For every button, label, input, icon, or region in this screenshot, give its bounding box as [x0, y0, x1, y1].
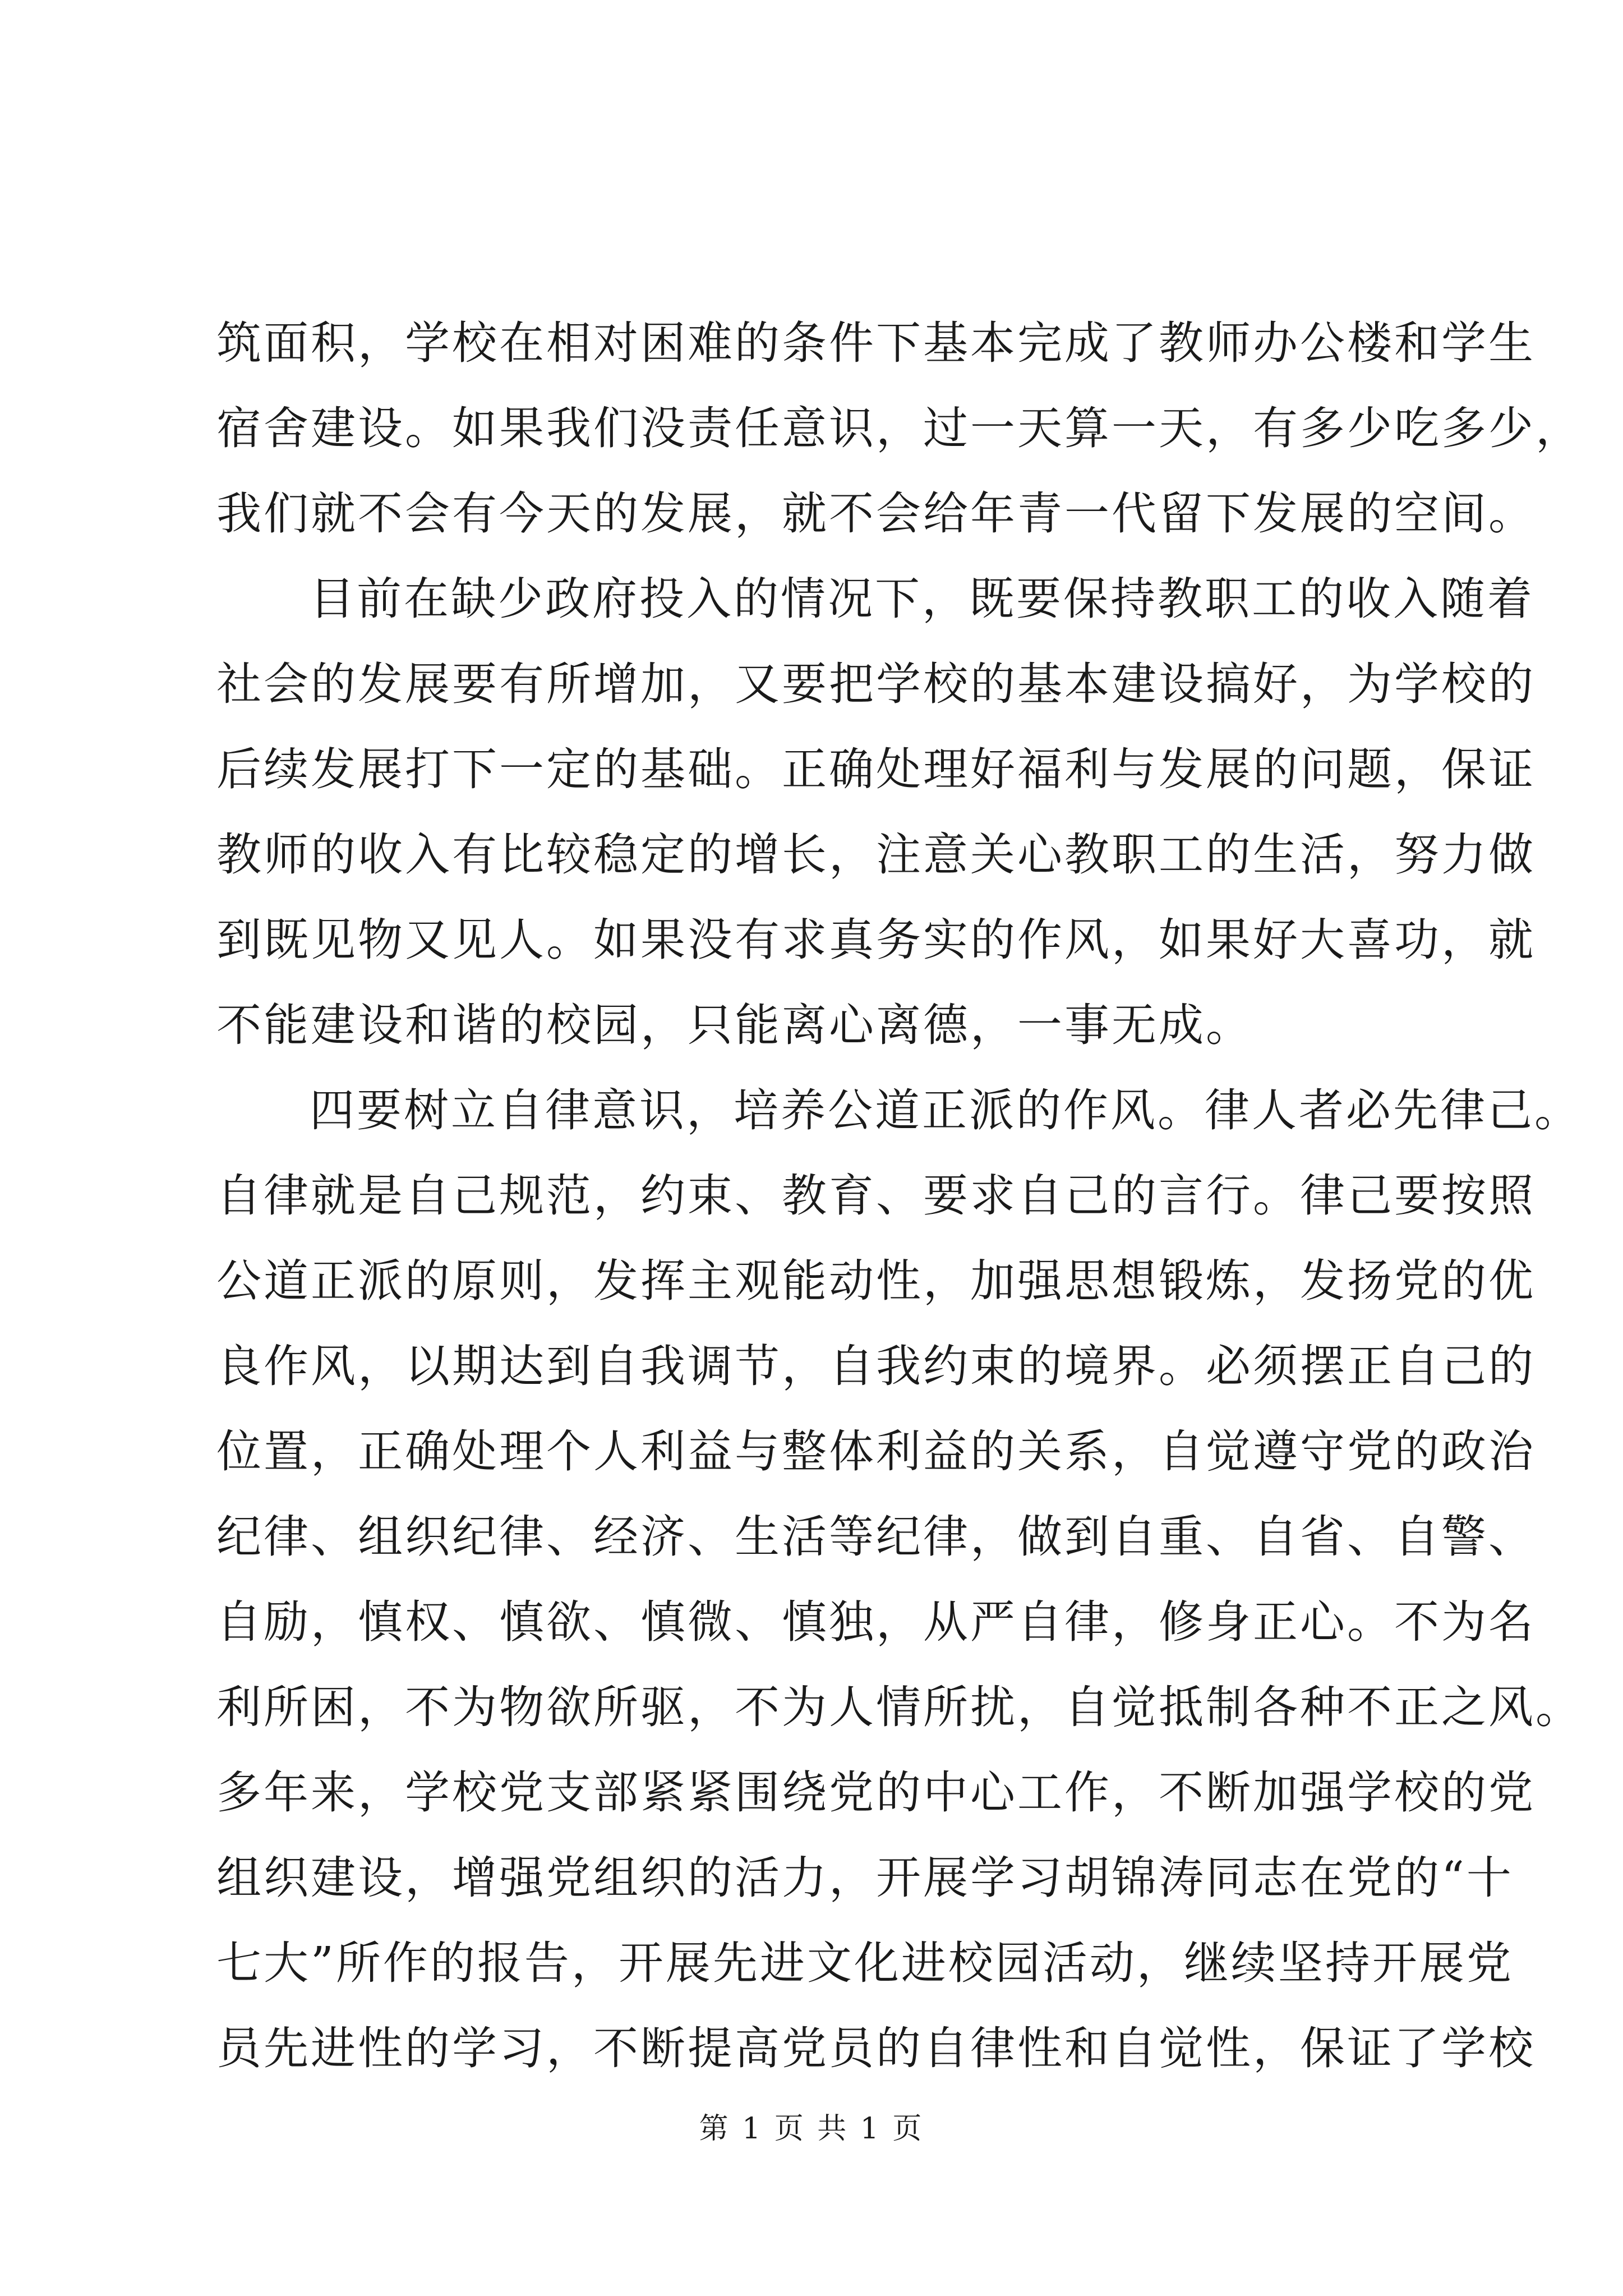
text-line-9: 不能建设和谐的校园，只能离心离德，一事无成。 [216, 999, 1253, 1051]
text-line-14: 位置，正确处理个人利益与整体利益的关系，自觉遵守党的政治 [216, 1425, 1536, 1478]
text-line-2: 宿舍建设。如果我们没责任意识，过一天算一天，有多少吃多少， [216, 402, 1583, 454]
text-line-10: 四要树立自律意识，培养公道正派的作风。律人者必先律己。 [310, 1084, 1581, 1137]
text-line-1: 筑面积，学校在相对困难的条件下基本完成了教师办公楼和学生 [216, 317, 1536, 369]
text-line-4: 目前在缺少政府投入的情况下，既要保持教职工的收入随着 [310, 573, 1534, 625]
text-line-3: 我们就不会有今天的发展，就不会给年青一代留下发展的空间。 [216, 487, 1536, 540]
text-line-15: 纪律、组织纪律、经济、生活等纪律，做到自重、自省、自警、 [216, 1511, 1536, 1563]
text-line-5: 社会的发展要有所增加，又要把学校的基本建设搞好，为学校的 [216, 658, 1536, 710]
text-line-16: 自励，慎权、慎欲、慎微、慎独，从严自律，修身正心。不为名 [216, 1596, 1536, 1648]
text-line-7: 教师的收入有比较稳定的增长，注意关心教职工的生活，努力做 [216, 829, 1536, 881]
text-line-18: 多年来，学校党支部紧紧围绕党的中心工作，不断加强学校的党 [216, 1766, 1536, 1819]
text-line-8: 到既见物又见人。如果没有求真务实的作风，如果好大喜功，就 [216, 914, 1536, 966]
document-body [216, 301, 1583, 2091]
text-line-19: 组织建设，增强党组织的活力，开展学习胡锦涛同志在党的“十 [216, 1852, 1514, 1904]
text-line-20: 七大”所作的报告，开展先进文化进校园活动，继续坚持开展党 [216, 1937, 1514, 1989]
text-line-12: 公道正派的原则，发挥主观能动性，加强思想锻炼，发扬党的优 [216, 1255, 1536, 1307]
text-line-21: 员先进性的学习，不断提高党员的自律性和自觉性，保证了学校 [216, 2022, 1536, 2074]
page-number-footer: 第 1 页 共 1 页 [699, 2112, 924, 2146]
text-line-6: 后续发展打下一定的基础。正确处理好福利与发展的问题，保证 [216, 743, 1536, 795]
text-line-11: 自律就是自己规范，约束、教育、要求自己的言行。律己要按照 [216, 1170, 1536, 1222]
text-line-13: 良作风，以期达到自我调节，自我约束的境界。必须摆正自己的 [216, 1340, 1536, 1392]
text-line-17: 利所困，不为物欲所驱，不为人情所扰，自觉抵制各种不正之风。 [216, 1681, 1583, 1733]
